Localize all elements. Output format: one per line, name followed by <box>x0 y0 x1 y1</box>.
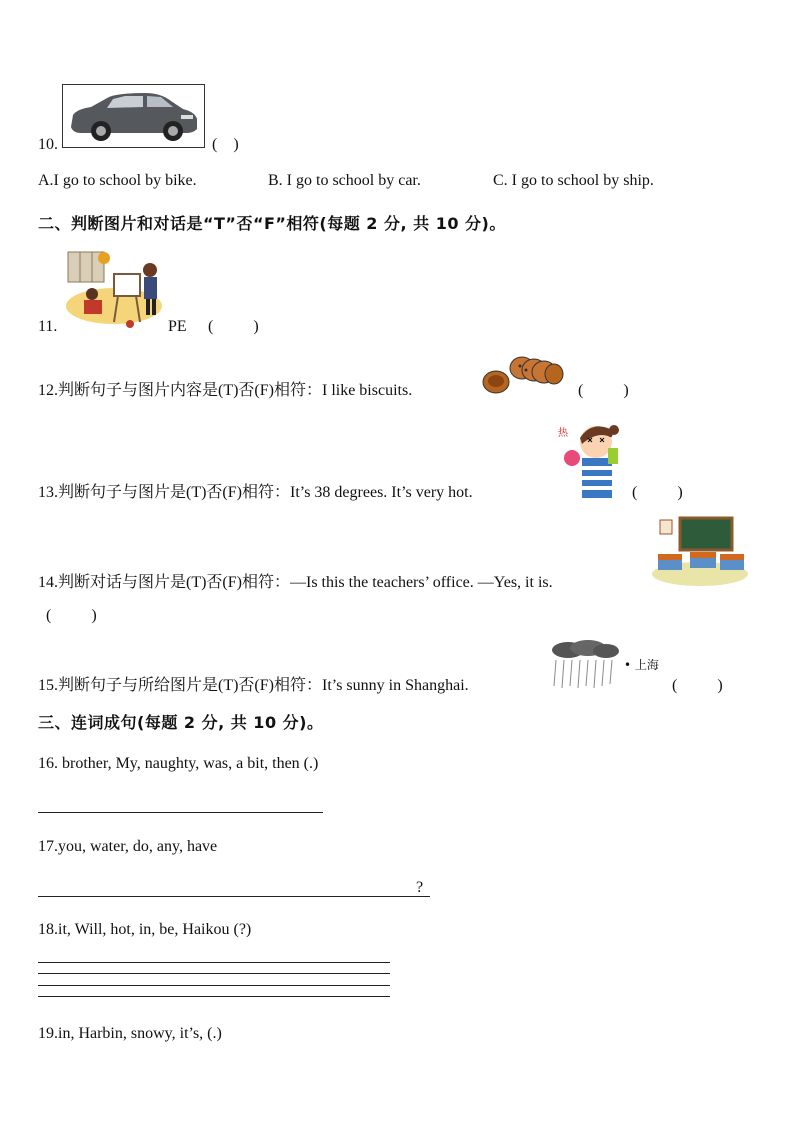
q17-end-mark: ? <box>416 879 424 896</box>
q15-text: 15.判断句子与所给图片是(T)否(F)相符：It’s sunny in Shanghai. <box>38 677 469 694</box>
q18-answer-line-2[interactable] <box>38 973 390 974</box>
section3-heading: 三、连词成句(每题 2 分, 共 10 分)。 <box>38 713 324 732</box>
q11-text: PE <box>168 318 187 335</box>
q18-answer-line-4[interactable] <box>38 996 390 997</box>
q14-text: 14.判断对话与图片是(T)否(F)相符：—Is this the teachers’ office. —Yes, it is. <box>38 574 553 591</box>
shanghai-map-label: • 上海 <box>624 658 659 672</box>
car-picture <box>62 84 205 148</box>
q12-text: 12.判断句子与图片内容是(T)否(F)相符：I like biscuits. <box>38 382 413 399</box>
biscuits-icon <box>482 352 564 398</box>
q10-option-b: B. I go to school by car. <box>268 172 421 189</box>
rain-cloud-icon <box>548 640 620 692</box>
art-class-icon <box>64 244 164 332</box>
biscuits-picture <box>482 352 564 398</box>
q12-answer-blank[interactable]: ( ) <box>578 382 629 399</box>
q11-number: 11. <box>38 318 58 335</box>
q18-text: 18.it, Will, hot, in, be, Haikou (?) <box>38 921 252 938</box>
q13-answer-blank[interactable]: ( ) <box>632 484 683 501</box>
q18-answer-line-1[interactable] <box>38 962 390 963</box>
q17-text: 17.you, water, do, any, have <box>38 838 218 855</box>
q16-text: 16. brother, My, naughty, was, a bit, then (.) <box>38 755 319 772</box>
car-icon <box>63 85 202 145</box>
hot-girl-picture <box>552 418 626 500</box>
q10-option-a: A.I go to school by bike. <box>38 172 197 189</box>
q10-number: 10. <box>38 136 58 153</box>
hot-label: 热 <box>558 428 568 439</box>
classroom-icon <box>650 514 748 586</box>
q17-answer-line[interactable] <box>38 896 430 897</box>
q16-answer-line[interactable] <box>38 812 323 813</box>
q13-text: 13.判断句子与图片是(T)否(F)相符：It’s 38 degrees. It’s very hot. <box>38 484 473 501</box>
q11-answer-blank[interactable]: ( ) <box>208 318 259 335</box>
classroom-picture <box>650 514 748 586</box>
art-class-picture <box>64 244 164 332</box>
rain-picture <box>548 640 668 692</box>
q15-answer-blank[interactable]: ( ) <box>672 677 723 694</box>
q14-answer-blank[interactable]: ( ) <box>46 607 97 624</box>
q10-option-c: C. I go to school by ship. <box>493 172 654 189</box>
section2-heading: 二、判断图片和对话是“T”否“F”相符(每题 2 分, 共 10 分)。 <box>38 214 506 233</box>
q18-answer-line-3[interactable] <box>38 985 390 986</box>
q19-text: 19.in, Harbin, snowy, it’s, (.) <box>38 1025 222 1042</box>
q10-answer-blank[interactable]: ( ) <box>212 136 239 153</box>
